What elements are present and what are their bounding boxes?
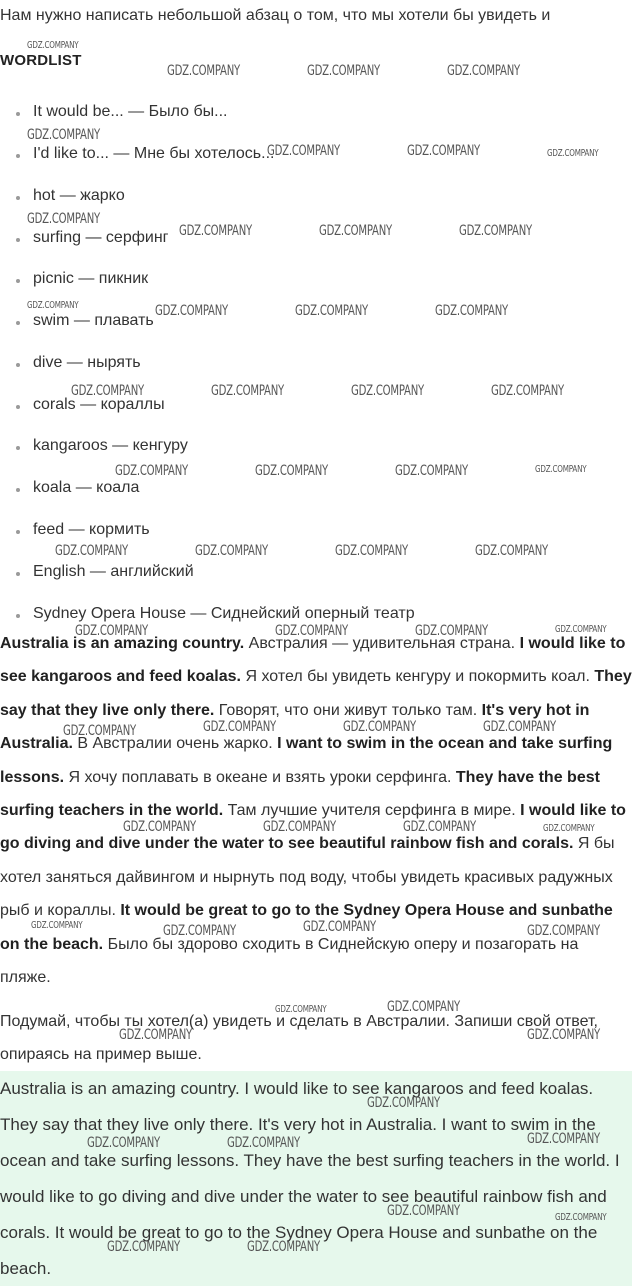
watermark: GDZ.COMPANY [255, 463, 329, 479]
paragraph-en: It would be great to go to the Sydney Opera House and sunbathe on the beach. [0, 902, 613, 953]
watermark: GDZ.COMPANY [395, 463, 469, 479]
watermark: GDZ.COMPANY [307, 63, 381, 79]
paragraph-en: I want to swim in the ocean and take surfing lessons. [0, 735, 613, 786]
watermark: GDZ.COMPANY [527, 923, 601, 939]
watermark: GDZ.COMPANY [123, 819, 197, 835]
watermark: GDZ.COMPANY [31, 920, 83, 931]
wordlist-title: WORDLIST [0, 52, 82, 69]
paragraph-ru: Я хотел бы увидеть кенгуру и покормить коал. [241, 668, 595, 686]
watermark: GDZ.COMPANY [403, 819, 477, 835]
paragraph-ru: Было бы здорово сходить в Сиднейскую оперу и позагорать на пляже. [0, 935, 579, 987]
wordlist-item: kangaroos — кенгуру [33, 437, 188, 454]
paragraph-en: I would like to see kangaroos and feed koalas. [0, 635, 626, 686]
watermark: GDZ.COMPANY [119, 1027, 193, 1043]
paragraph-en: They have the best surfing teachers in the world. [0, 768, 600, 820]
wordlist-item: corals — кораллы [33, 396, 165, 413]
wordlist-item: I'd like to... — Мне бы хотелось... [33, 145, 275, 162]
wordlist-item: hot — жарко [33, 187, 125, 204]
paragraph-en: They say that they live only there. [0, 668, 632, 719]
watermark: GDZ.COMPANY [387, 1203, 461, 1219]
watermark: GDZ.COMPANY [167, 63, 241, 79]
watermark: GDZ.COMPANY [555, 1212, 607, 1223]
paragraph-ru: Я бы хотел заняться дайвингом и нырнуть под воду, чтобы увидеть красивых радужных рыб и кораллы. [0, 835, 615, 920]
watermark: GDZ.COMPANY [535, 464, 587, 475]
intro-text: Нам нужно написать небольшой абзац о том, что мы хотели бы увидеть и [0, 7, 551, 24]
watermark: GDZ.COMPANY [319, 223, 393, 239]
watermark: GDZ.COMPANY [351, 383, 425, 399]
watermark: GDZ.COMPANY [163, 923, 237, 939]
watermark: GDZ.COMPANY [303, 919, 377, 935]
watermark: GDZ.COMPANY [195, 543, 269, 559]
paragraph-ru: Там лучшие учителя серфинга в мире. [223, 802, 521, 820]
watermark: GDZ.COMPANY [55, 543, 129, 559]
wordlist-item: Sydney Opera House — Сиднейский оперный театр [33, 605, 415, 622]
watermark: GDZ.COMPANY [155, 303, 229, 319]
watermark: GDZ.COMPANY [63, 723, 137, 739]
watermark: GDZ.COMPANY [27, 127, 101, 143]
wordlist-item: koala — коала [33, 479, 140, 496]
wordlist-item: surfing — серфинг [33, 229, 169, 246]
watermark: GDZ.COMPANY [547, 148, 599, 159]
watermark: GDZ.COMPANY [343, 719, 417, 735]
example-paragraph [0, 627, 632, 994]
watermark: GDZ.COMPANY [335, 543, 409, 559]
wordlist-item: dive — нырять [33, 354, 141, 371]
watermark: GDZ.COMPANY [247, 1239, 321, 1255]
paragraph-ru: Австралия — удивительная страна. [244, 635, 520, 652]
paragraph-en: It's very hot in Australia. [0, 701, 590, 753]
watermark: GDZ.COMPANY [543, 823, 595, 834]
watermark: GDZ.COMPANY [459, 223, 533, 239]
watermark: GDZ.COMPANY [203, 719, 277, 735]
wordlist-item: feed — кормить [33, 521, 150, 538]
task-text: Подумай, чтобы ты хотел(а) увидеть и сделать в Австралии. Запиши свой ответ, опираясь на пример выше. [0, 1013, 598, 1063]
watermark: GDZ.COMPANY [27, 211, 101, 227]
watermark: GDZ.COMPANY [27, 40, 79, 51]
wordlist-item: picnic — пикник [33, 270, 149, 287]
watermark: GDZ.COMPANY [491, 383, 565, 399]
watermark: GDZ.COMPANY [483, 719, 557, 735]
watermark: GDZ.COMPANY [71, 383, 145, 399]
watermark: GDZ.COMPANY [179, 223, 253, 239]
wordlist [0, 0, 632, 630]
paragraph-ru: Говорят, что они живут только там. [214, 701, 482, 719]
watermark: GDZ.COMPANY [115, 463, 189, 479]
paragraph-en: I would like to go diving and dive under the water to see beautiful rainbow fish and corals. [0, 802, 626, 853]
watermark: GDZ.COMPANY [211, 383, 285, 399]
watermark: GDZ.COMPANY [295, 303, 369, 319]
watermark: GDZ.COMPANY [227, 1135, 301, 1151]
watermark: GDZ.COMPANY [527, 1027, 601, 1043]
watermark: GDZ.COMPANY [27, 300, 79, 311]
watermark: GDZ.COMPANY [387, 999, 461, 1015]
wordlist-item: English — английский [33, 563, 194, 580]
wordlist-item: It would be... — Было бы... [33, 103, 228, 120]
wordlist-item: swim — плавать [33, 312, 154, 329]
watermark: GDZ.COMPANY [263, 819, 337, 835]
watermark: GDZ.COMPANY [367, 1095, 441, 1111]
watermark: GDZ.COMPANY [435, 303, 509, 319]
paragraph-ru: Я хочу поплавать в океане и взять уроки серфинга. [64, 768, 456, 786]
watermark: GDZ.COMPANY [447, 63, 521, 79]
watermark: GDZ.COMPANY [555, 624, 607, 635]
paragraph-ru: В Австралии очень жарко. [72, 735, 278, 753]
watermark: GDZ.COMPANY [275, 1004, 327, 1015]
watermark: GDZ.COMPANY [415, 623, 489, 639]
paragraph-en: Australia is an amazing country. [0, 635, 245, 652]
watermark: GDZ.COMPANY [75, 623, 149, 639]
watermark: GDZ.COMPANY [107, 1239, 181, 1255]
watermark: GDZ.COMPANY [275, 623, 349, 639]
answer-block: Australia is an amazing country. I would like to see kangaroos and feed koalas. They say that they live only there. It's very hot in Australia. I want to swim in the ocean and take surfing lessons. They have the best surfing teachers in the world. I would like to go diving and dive under the water to see beautiful rainbow fish and corals. It would be great to go to the Sydney Opera House and sunbathe on the beach. [0, 1071, 632, 1286]
watermark: GDZ.COMPANY [527, 1131, 601, 1147]
watermark: GDZ.COMPANY [267, 143, 341, 159]
watermark: GDZ.COMPANY [475, 543, 549, 559]
watermark: GDZ.COMPANY [87, 1135, 161, 1151]
watermark: GDZ.COMPANY [407, 143, 481, 159]
